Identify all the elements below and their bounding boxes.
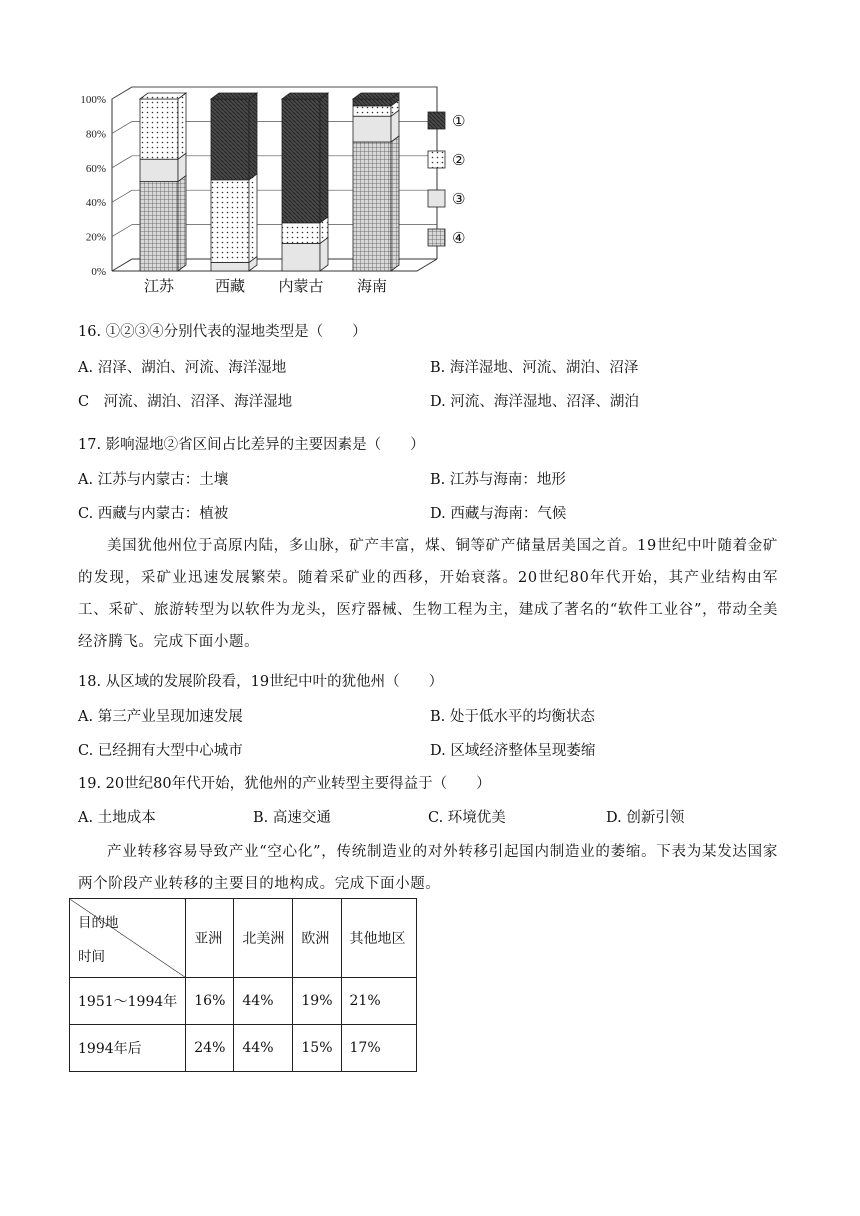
bar-segment-海南-③ bbox=[353, 116, 391, 142]
table-cell: 24% bbox=[186, 1025, 234, 1072]
option-b: B. 处于低水平的均衡状态 bbox=[430, 709, 595, 725]
table-header-cell: 北美洲 bbox=[234, 899, 293, 978]
table-cell: 19% bbox=[293, 978, 341, 1025]
category-label: 海南 bbox=[356, 277, 388, 295]
passage-utah: 美国犹他州位于高原内陆，多山脉，矿产丰富，煤、铜等矿产储量居美国之首。19世纪中叶随着金矿的发现，采矿业迅速发展繁荣。随着采矿业的西移，开始衰落。20世纪80年代开始，其产业结构由军工、采矿、旅游转型为以软件为龙头，医疗器械、生物工程为主，建成了著名的“软件工业谷”，带动全美经济腾飞。完成下面小题。 bbox=[78, 538, 778, 650]
option-b: B. 江苏与海南：地形 bbox=[430, 472, 566, 488]
bar-side-海南-④ bbox=[391, 136, 399, 271]
bar-segment-海南-② bbox=[353, 106, 391, 116]
table-row bbox=[70, 978, 417, 1025]
bar-top-内蒙古 bbox=[282, 93, 328, 99]
table-cell-period: 1951～1994年 bbox=[70, 978, 186, 1025]
corner-top-label: 目的地 bbox=[78, 915, 119, 931]
bar-side-西藏-② bbox=[249, 174, 257, 263]
table-cell: 16% bbox=[186, 978, 234, 1025]
y-tick-label: 40% bbox=[85, 197, 106, 210]
bar-segment-江苏-④ bbox=[140, 182, 178, 271]
option-c: C 河流、湖泊、沼泽、海洋湿地 bbox=[78, 394, 293, 410]
table-cell: 21% bbox=[341, 978, 416, 1025]
option-c: C. 西藏与内蒙古：植被 bbox=[78, 506, 229, 522]
category-label: 江苏 bbox=[143, 277, 175, 295]
option-a: A. 土地成本 bbox=[78, 810, 156, 826]
question-stem: 19. 20世纪80年代开始，犹他州的产业转型主要得益于（ ） bbox=[78, 776, 491, 792]
table-cell: 44% bbox=[234, 1025, 293, 1072]
y-tick-labels bbox=[80, 94, 106, 278]
category-labels bbox=[144, 277, 387, 295]
option-a: A. 沼泽、湖泊、河流、海洋湿地 bbox=[78, 360, 287, 376]
y-tick-label: 100% bbox=[80, 94, 106, 106]
option-c: C. 环境优美 bbox=[428, 810, 506, 826]
question-stem: 17. 影响湿地②省区间占比差异的主要因素是（ ） bbox=[78, 437, 425, 453]
bar-segment-西藏-② bbox=[211, 180, 249, 263]
bar-top-海南 bbox=[353, 93, 399, 99]
legend-swatch bbox=[428, 229, 445, 246]
destination-table bbox=[69, 898, 417, 1072]
option-b: B. 海洋湿地、河流、湖泊、沼泽 bbox=[430, 360, 639, 376]
option-a: A. 江苏与内蒙古：土壤 bbox=[78, 472, 229, 488]
table-cell-period: 1994年后 bbox=[70, 1025, 186, 1072]
bar-side-西藏-① bbox=[249, 93, 257, 180]
table-row bbox=[70, 1025, 417, 1072]
bar-segment-江苏-③ bbox=[140, 159, 178, 181]
corner-bottom-label: 时间 bbox=[78, 949, 105, 965]
table-cell: 15% bbox=[293, 1025, 341, 1072]
bar-side-内蒙古-① bbox=[320, 93, 328, 223]
bar-segment-内蒙古-③ bbox=[282, 243, 320, 271]
bar-segment-海南-④ bbox=[353, 142, 391, 271]
bar-segment-海南-① bbox=[353, 99, 391, 106]
table-header-cell: 其他地区 bbox=[341, 899, 416, 978]
bar-segment-内蒙古-① bbox=[282, 99, 320, 223]
legend-label: ③ bbox=[452, 190, 466, 208]
legend-swatch bbox=[428, 112, 445, 129]
option-c: C. 已经拥有大型中心城市 bbox=[78, 743, 243, 759]
legend-label: ② bbox=[452, 151, 466, 169]
table-header-row bbox=[70, 899, 417, 978]
table-cell: 17% bbox=[341, 1025, 416, 1072]
stacked-bar-chart bbox=[60, 75, 480, 305]
question-stem: 16. ①②③④分别代表的湿地类型是（ ） bbox=[78, 324, 367, 340]
chart-bars bbox=[140, 93, 399, 271]
bar-segment-西藏-① bbox=[211, 99, 249, 180]
y-tick-label: 60% bbox=[85, 162, 106, 175]
option-d: D. 创新引领 bbox=[606, 810, 685, 826]
option-d: D. 河流、海洋湿地、沼泽、湖泊 bbox=[430, 394, 639, 410]
question-stem: 18. 从区域的发展阶段看，19世纪中叶的犹他州（ ） bbox=[78, 674, 444, 690]
bar-top-西藏 bbox=[211, 93, 257, 99]
category-label: 内蒙古 bbox=[278, 277, 324, 295]
bar-side-江苏-② bbox=[178, 93, 186, 159]
option-d: D. 西藏与海南：气候 bbox=[430, 506, 567, 522]
legend-label: ④ bbox=[452, 229, 466, 247]
bar-side-江苏-④ bbox=[178, 176, 186, 271]
table-header-cell: 亚洲 bbox=[186, 899, 234, 978]
y-tick-label: 0% bbox=[91, 266, 106, 278]
y-tick-label: 20% bbox=[85, 231, 106, 244]
table-cell: 44% bbox=[234, 978, 293, 1025]
bar-segment-内蒙古-② bbox=[282, 223, 320, 244]
option-a: A. 第三产业呈现加速发展 bbox=[78, 709, 243, 725]
chart-legend bbox=[428, 112, 465, 247]
option-b: B. 高速交通 bbox=[253, 810, 331, 826]
legend-swatch bbox=[428, 190, 445, 207]
legend-label: ① bbox=[452, 112, 466, 130]
bar-segment-西藏-③ bbox=[211, 262, 249, 271]
y-tick-label: 80% bbox=[85, 128, 106, 141]
option-d: D. 区域经济整体呈现萎缩 bbox=[430, 743, 596, 759]
category-label: 西藏 bbox=[214, 277, 246, 295]
passage-industry-transfer: 产业转移容易导致产业“空心化”，传统制造业的对外转移引起国内制造业的萎缩。下表为某发达国家两个阶段产业转移的主要目的地构成。完成下面小题。 bbox=[78, 844, 778, 892]
table-header-cell: 欧洲 bbox=[293, 899, 341, 978]
bar-segment-江苏-② bbox=[140, 99, 178, 159]
bar-top-江苏 bbox=[140, 93, 186, 99]
table-corner-cell bbox=[70, 899, 186, 978]
legend-swatch bbox=[428, 151, 445, 168]
